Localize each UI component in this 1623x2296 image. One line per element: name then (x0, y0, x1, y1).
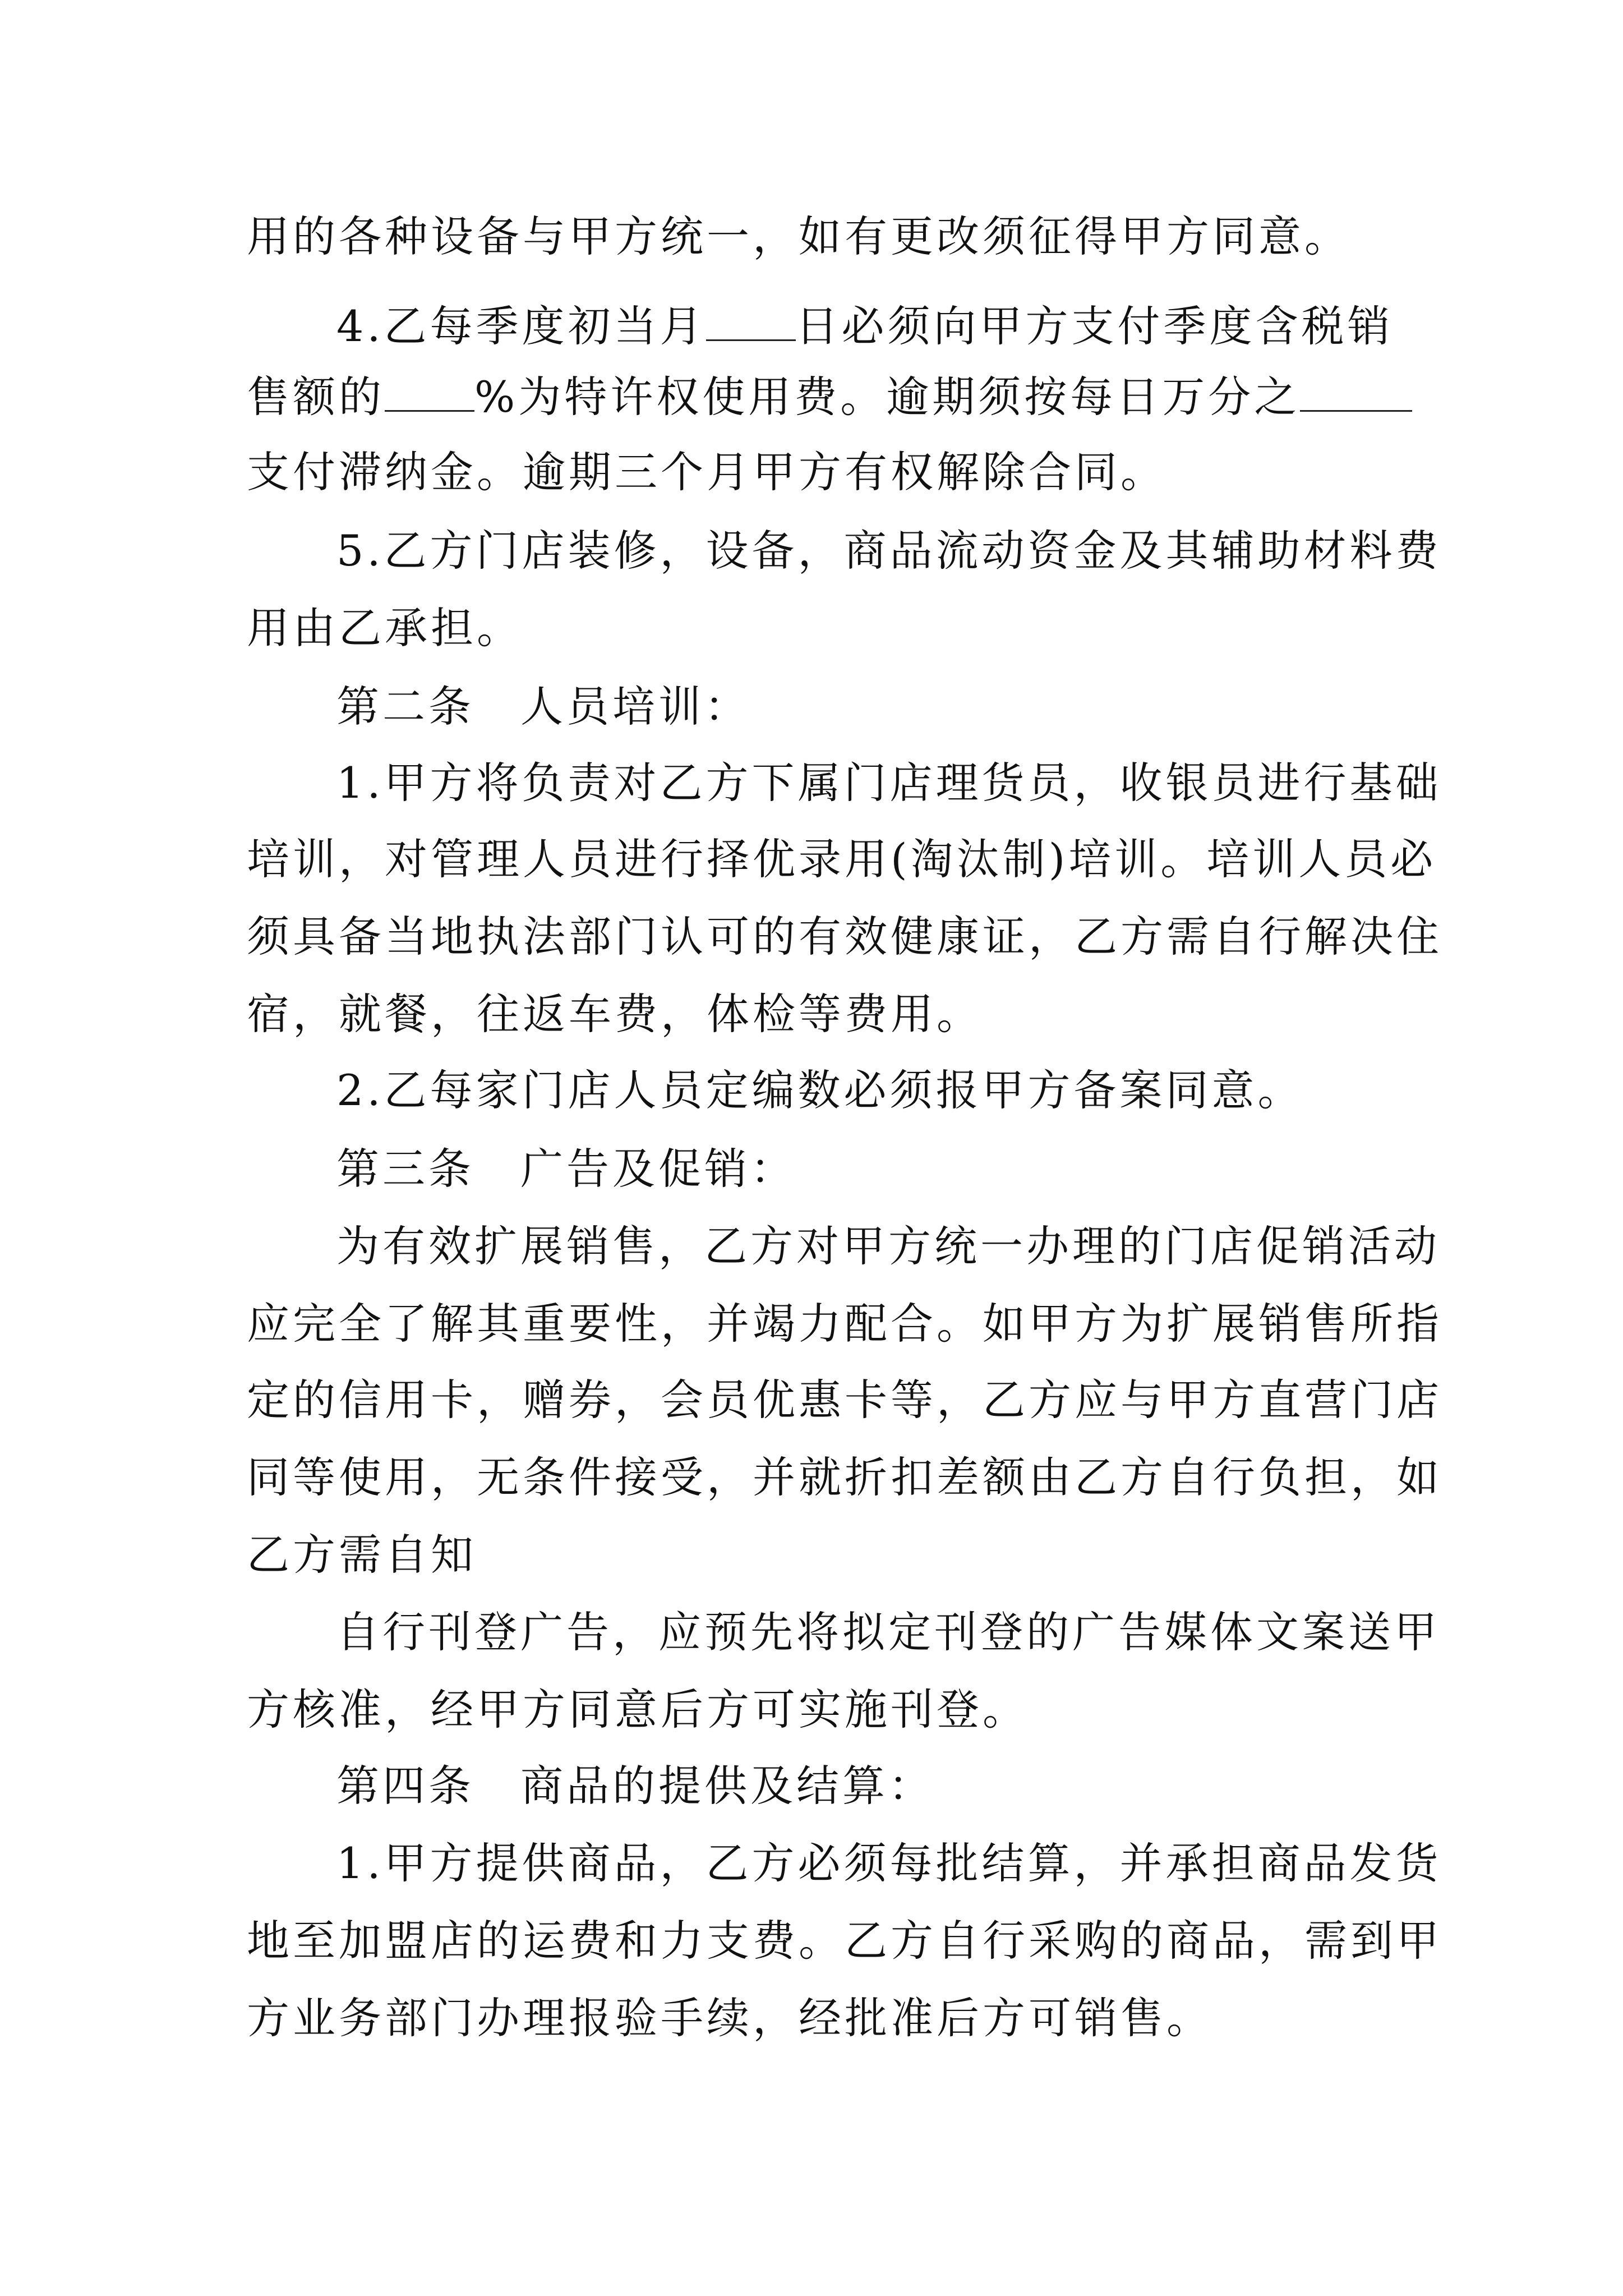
paragraph-line: 2.乙每家门店人员定编数必须报甲方备案同意。 (336, 1065, 1304, 1115)
paragraph-line: 同等使用，无条件接受，并就折扣差额由乙方自行负担，如 (247, 1452, 1442, 1502)
clause-5-line: 5.乙方门店装修，设备，商品流动资金及其辅助材料费 (336, 526, 1442, 576)
percent-blank (385, 371, 474, 412)
paragraph-line: 宿，就餐，往返车费，体检等费用。 (247, 989, 983, 1039)
paragraph-line: 自行刊登广告，应预先将拟定刊登的广告媒体文案送甲 (336, 1607, 1440, 1657)
clause-4-text-a: 4.乙每季度初当月 (336, 301, 706, 351)
late-fee-rate-blank (1300, 371, 1412, 412)
paragraph-line: 支付滞纳金。逾期三个月甲方有权解除合同。 (247, 447, 1166, 497)
paragraph-line: 1.甲方将负责对乙方下属门店理货员，收银员进行基础 (336, 758, 1442, 808)
paragraph-line: 用由乙承担。 (247, 603, 523, 653)
paragraph-line: 乙方需自知 (247, 1530, 477, 1580)
paragraph-line: 为有效扩展销售，乙方对甲方统一办理的门店促销活动 (336, 1221, 1440, 1271)
paragraph-line: 方业务部门办理报验手续，经批准后方可销售。 (247, 1993, 1212, 2043)
paragraph-line: 地至加盟店的运费和力支费。乙方自行采购的商品，需到甲 (247, 1916, 1442, 1966)
article-2-heading: 第二条 人员培训： (336, 682, 750, 731)
clause-4-text-d: %为特许权使用费。逾期须按每日万分之 (474, 372, 1301, 422)
clause-4-line (336, 298, 1394, 355)
paragraph-line: 方核准，经甲方同意后方可实施刊登。 (247, 1685, 1029, 1734)
clause-4-line-2 (247, 369, 1412, 425)
article-4-heading: 第四条 商品的提供及结算： (336, 1761, 934, 1811)
paragraph-line: 用的各种设备与甲方统一，如有更改须征得甲方同意。 (247, 211, 1350, 261)
paragraph-line: 1.甲方提供商品，乙方必须每批结算，并承担商品发货 (336, 1838, 1442, 1888)
paragraph-line: 定的信用卡，赠券，会员优惠卡等，乙方应与甲方直营门店 (247, 1375, 1442, 1425)
paragraph-line: 培训，对管理人员进行择优录用(淘汰制)培训。培训人员必 (247, 834, 1437, 884)
day-blank (706, 300, 796, 341)
clause-4-text-b: 日必须向甲方支付季度含税销 (795, 301, 1394, 351)
paragraph-line: 应完全了解其重要性，并竭力配合。如甲方为扩展销售所指 (247, 1299, 1442, 1349)
clause-4-text-c: 售额的 (247, 372, 385, 422)
paragraph-line: 须具备当地执法部门认可的有效健康证，乙方需自行解决住 (247, 912, 1442, 961)
article-3-heading: 第三条 广告及促销： (336, 1144, 796, 1194)
